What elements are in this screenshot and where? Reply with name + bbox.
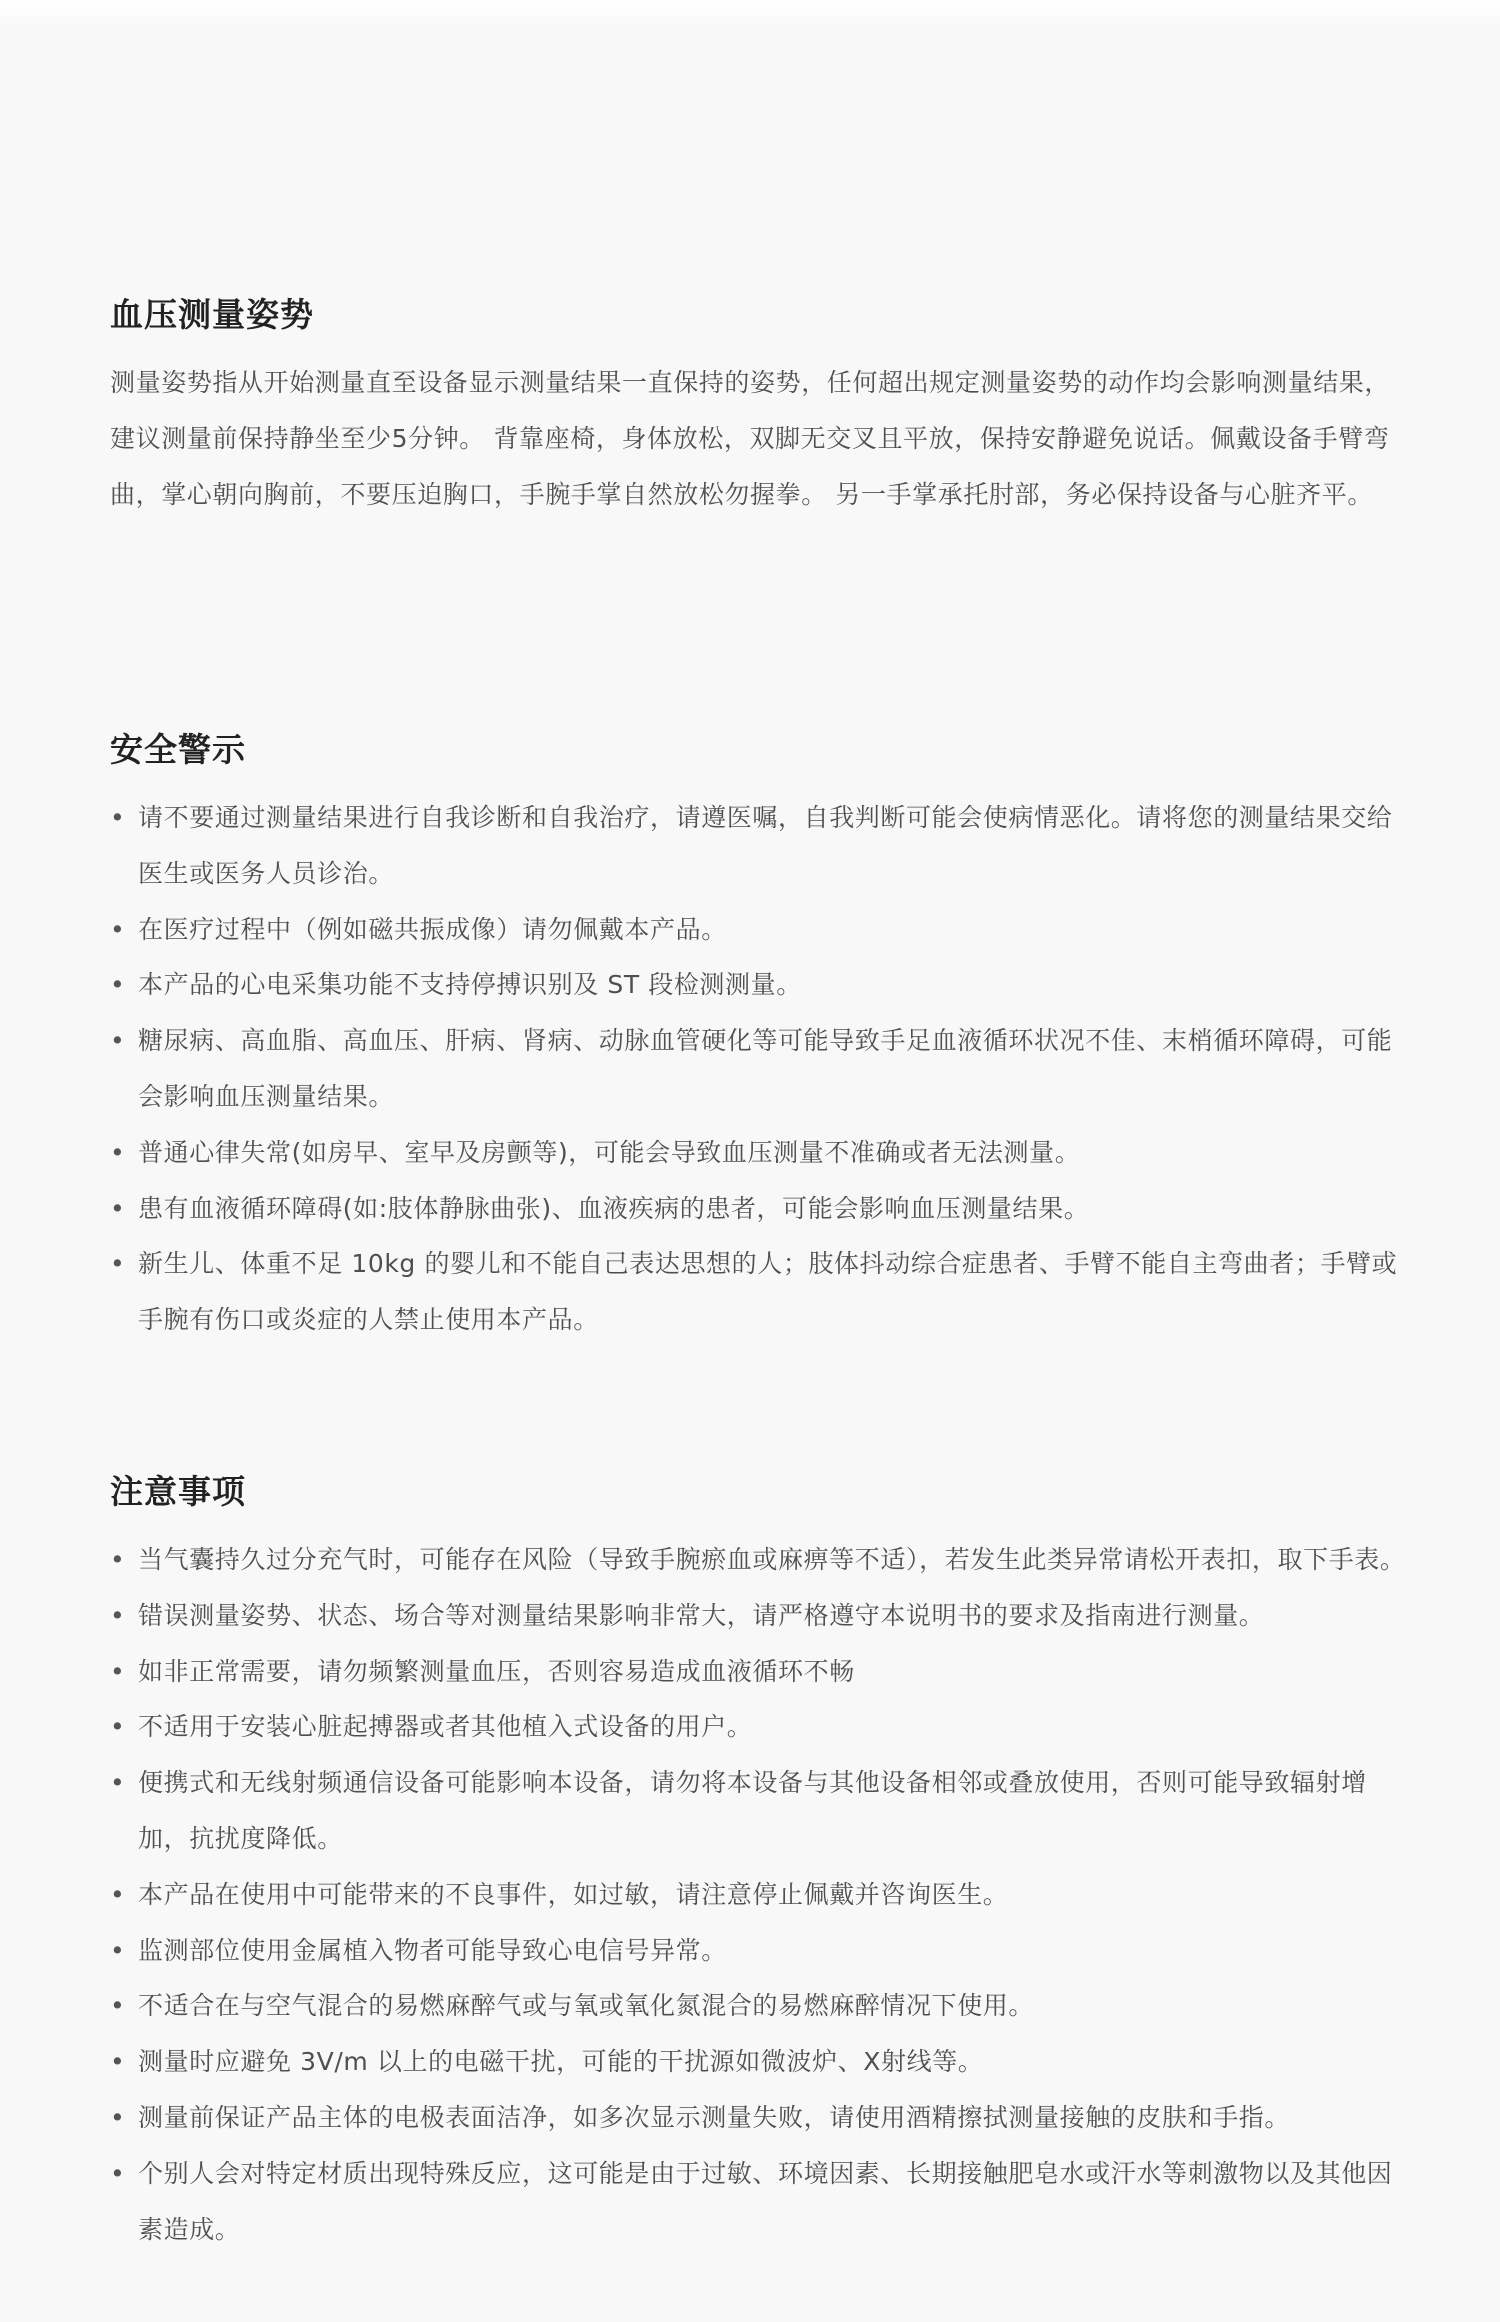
notes-item: • 本产品在使用中可能带来的不良事件，如过敏，请注意停止佩戴并咨询医生。: [110, 1867, 1410, 1923]
safety-item: • 请不要通过测量结果进行自我诊断和自我治疗，请遵医嘱，自我判断可能会使病情恶化。请将您的测量结果交给医生或医务人员诊治。: [110, 790, 1410, 902]
posture-paragraph: 测量姿势指从开始测量直至设备显示测量结果一直保持的姿势，任何超出规定测量姿势的动作均会影响测量结果，建议测量前保持静坐至少5分钟。 背靠座椅，身体放松，双脚无交叉且平放，保持安静避免说话。佩戴设备手臂弯曲，掌心朝向胸前，不要压迫胸口，手腕手掌自然放松勿握拳。 另一手掌承托肘部，务必保持设备与心脏齐平。: [110, 368, 1391, 509]
posture-body: [110, 355, 1410, 522]
safety-item: • 患有血液循环障碍(如:肢体静脉曲张)、血液疾病的患者，可能会影响血压测量结果。: [110, 1181, 1410, 1237]
notes-section: [110, 1470, 1410, 2257]
safety-item: • 本产品的心电采集功能不支持停搏识别及 ST 段检测测量。: [110, 957, 1410, 1013]
safety-list: [110, 790, 1410, 1348]
notes-item: • 如非正常需要，请勿频繁测量血压，否则容易造成血液循环不畅: [110, 1644, 1410, 1700]
notes-item: • 不适用于安装心脏起搏器或者其他植入式设备的用户。: [110, 1699, 1410, 1755]
notes-item: • 测量时应避免 3V/m 以上的电磁干扰，可能的干扰源如微波炉、X射线等。: [110, 2034, 1410, 2090]
notes-title: 注意事项: [110, 1472, 246, 1511]
notes-item: • 错误测量姿势、状态、场合等对测量结果影响非常大，请严格遵守本说明书的要求及指南进行测量。: [110, 1588, 1410, 1644]
safety-section: [110, 728, 1410, 1348]
notes-list: [110, 1532, 1410, 2257]
notes-item: • 不适合在与空气混合的易燃麻醉气或与氧或氧化氮混合的易燃麻醉情况下使用。: [110, 1978, 1410, 2034]
safety-item: • 在医疗过程中（例如磁共振成像）请勿佩戴本产品。: [110, 902, 1410, 958]
notes-item: • 个别人会对特定材质出现特殊反应，这可能是由于过敏、环境因素、长期接触肥皂水或汗水等刺激物以及其他因素造成。: [110, 2146, 1410, 2258]
posture-section: [110, 293, 1410, 522]
notes-item: • 测量前保证产品主体的电极表面洁净，如多次显示测量失败，请使用酒精擦拭测量接触的皮肤和手指。: [110, 2090, 1410, 2146]
safety-item: • 普通心律失常(如房早、室早及房颤等)，可能会导致血压测量不准确或者无法测量。: [110, 1125, 1410, 1181]
notes-item: • 当气囊持久过分充气时，可能存在风险（导致手腕瘀血或麻痹等不适），若发生此类异常请松开表扣，取下手表。: [110, 1532, 1410, 1588]
safety-item: • 新生儿、体重不足 10kg 的婴儿和不能自己表达思想的人；肢体抖动综合症患者、手臂不能自主弯曲者；手臂或手腕有伤口或炎症的人禁止使用本产品。: [110, 1236, 1410, 1348]
top-strip: [0, 0, 1500, 30]
notes-item: • 便携式和无线射频通信设备可能影响本设备，请勿将本设备与其他设备相邻或叠放使用，否则可能导致辐射增加，抗扰度降低。: [110, 1755, 1410, 1867]
safety-item: • 糖尿病、高血脂、高血压、肝病、肾病、动脉血管硬化等可能导致手足血液循环状况不佳、末梢循环障碍，可能会影响血压测量结果。: [110, 1013, 1410, 1125]
notes-item: • 监测部位使用金属植入物者可能导致心电信号异常。: [110, 1923, 1410, 1979]
safety-title: 安全警示: [110, 730, 246, 769]
posture-title: 血压测量姿势: [110, 295, 314, 334]
